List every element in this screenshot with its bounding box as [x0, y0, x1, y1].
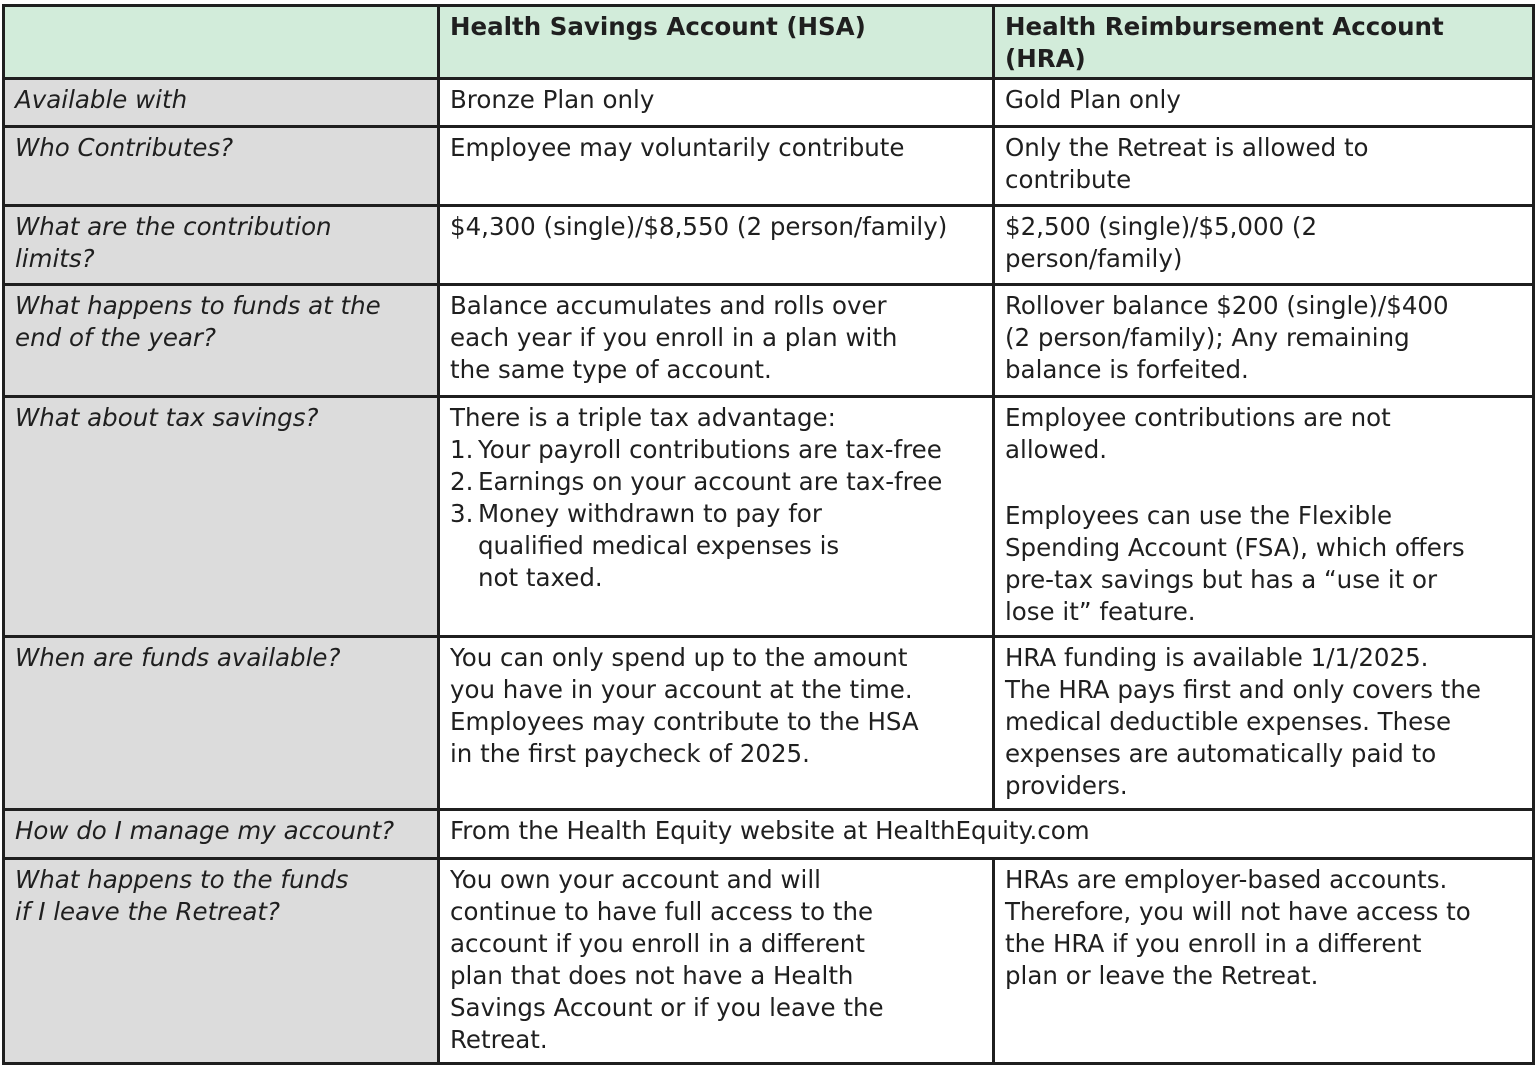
cell-line: qualified medical expenses is — [478, 531, 840, 560]
cell-line: each year if you enroll in a plan with — [450, 323, 898, 352]
cell-line: Employees can use the Flexible — [1005, 501, 1393, 530]
cell-line: end of the year? — [15, 323, 217, 352]
tax-intro: There is a triple tax advantage: — [450, 403, 836, 432]
cell-line: You own your account and will — [450, 865, 821, 894]
question-cell: What about tax savings? — [4, 397, 439, 637]
hra-cell — [994, 859, 1534, 1064]
cell-line: You can only spend up to the amount — [450, 643, 908, 672]
hra-cell — [994, 206, 1534, 285]
row-funds-available — [4, 637, 1534, 810]
question-cell: Who Contributes? — [4, 127, 439, 206]
cell-line: What are the contribution — [15, 212, 332, 241]
cell-line: balance is forfeited. — [1005, 355, 1249, 384]
question-cell — [4, 285, 439, 397]
tax-advantage-list — [450, 434, 990, 594]
list-item — [450, 498, 990, 594]
question-cell — [4, 206, 439, 285]
row-manage-account — [4, 810, 1534, 859]
cell-line: HRA funding is available 1/1/2025. — [1005, 643, 1429, 672]
cell-line: HRAs are employer-based accounts. — [1005, 865, 1448, 894]
cell-line: plan that does not have a Health — [450, 961, 854, 990]
cell-line: allowed. — [1005, 435, 1108, 464]
cell-line: continue to have full access to the — [450, 897, 874, 926]
cell-line: (2 person/family); Any remaining — [1005, 323, 1410, 352]
list-number: 1. — [450, 435, 474, 464]
comparison-table — [2, 4, 1535, 1065]
list-item — [450, 466, 990, 498]
cell-line: account if you enroll in a different — [450, 929, 865, 958]
hsa-cell: Bronze Plan only — [439, 79, 994, 127]
row-leave-retreat — [4, 859, 1534, 1064]
hra-cell: Gold Plan only — [994, 79, 1534, 127]
cell-line: Rollover balance $200 (single)/$400 — [1005, 291, 1449, 320]
cell-line: medical deductible expenses. These — [1005, 707, 1452, 736]
header-row — [4, 6, 1534, 79]
row-tax-savings — [4, 397, 1534, 637]
hra-cell — [994, 637, 1534, 810]
question-cell: When are funds available? — [4, 637, 439, 810]
row-who-contributes — [4, 127, 1534, 206]
row-contribution-limits — [4, 206, 1534, 285]
question-cell: Available with — [4, 79, 439, 127]
cell-line: Money withdrawn to pay for — [478, 499, 822, 528]
hra-column-header: Health Reimbursement Account (HRA) — [994, 6, 1534, 79]
cell-line: the same type of account. — [450, 355, 772, 384]
hsa-cell — [439, 397, 994, 637]
cell-line: Earnings on your account are tax-free — [478, 467, 943, 496]
corner-cell — [4, 6, 439, 79]
cell-line: The HRA pays first and only covers the — [1005, 675, 1481, 704]
hsa-cell — [439, 859, 994, 1064]
hsa-cell: Employee may voluntarily contribute — [439, 127, 994, 206]
cell-line: expenses are automatically paid to — [1005, 739, 1437, 768]
cell-line: Only the Retreat is allowed to — [1005, 133, 1369, 162]
cell-line: pre-tax savings but has a “use it or — [1005, 565, 1438, 594]
list-text — [478, 434, 990, 466]
cell-line: Retreat. — [450, 1025, 548, 1054]
list-text — [478, 498, 990, 594]
cell-line: person/family) — [1005, 244, 1183, 273]
shared-cell: From the Health Equity website at HealthEquity.com — [439, 810, 1534, 859]
hra-cell — [994, 397, 1534, 637]
cell-line: the HRA if you enroll in a different — [1005, 929, 1422, 958]
cell-line: $2,500 (single)/$5,000 (2 — [1005, 212, 1318, 241]
cell-line: not taxed. — [478, 563, 603, 592]
cell-line: Therefore, you will not have access to — [1005, 897, 1471, 926]
cell-line: limits? — [15, 244, 95, 273]
cell-line: plan or leave the Retreat. — [1005, 961, 1319, 990]
cell-line: providers. — [1005, 771, 1128, 800]
list-item — [450, 434, 990, 466]
hra-cell — [994, 127, 1534, 206]
paragraph-gap — [1005, 466, 1524, 500]
cell-line: if I leave the Retreat? — [15, 897, 280, 926]
row-year-end-funds — [4, 285, 1534, 397]
hsa-cell — [439, 637, 994, 810]
cell-line: you have in your account at the time. — [450, 675, 913, 704]
cell-line: contribute — [1005, 165, 1132, 194]
hsa-column-header: Health Savings Account (HSA) — [439, 6, 994, 79]
cell-line: Employee contributions are not — [1005, 403, 1391, 432]
cell-line: Spending Account (FSA), which offers — [1005, 533, 1465, 562]
list-text — [478, 466, 990, 498]
question-cell: How do I manage my account? — [4, 810, 439, 859]
question-cell — [4, 859, 439, 1064]
cell-line: What happens to funds at the — [15, 291, 381, 320]
cell-line: Employees may contribute to the HSA — [450, 707, 919, 736]
cell-line: What happens to the funds — [15, 865, 349, 894]
hra-cell — [994, 285, 1534, 397]
cell-line: Savings Account or if you leave the — [450, 993, 884, 1022]
list-number: 3. — [450, 499, 474, 528]
row-available-with — [4, 79, 1534, 127]
list-number: 2. — [450, 467, 474, 496]
hsa-cell: $4,300 (single)/$8,550 (2 person/family) — [439, 206, 994, 285]
cell-line: in the first paycheck of 2025. — [450, 739, 810, 768]
cell-line: lose it” feature. — [1005, 597, 1196, 626]
cell-line: Your payroll contributions are tax-free — [478, 435, 942, 464]
hsa-cell — [439, 285, 994, 397]
cell-line: Balance accumulates and rolls over — [450, 291, 887, 320]
